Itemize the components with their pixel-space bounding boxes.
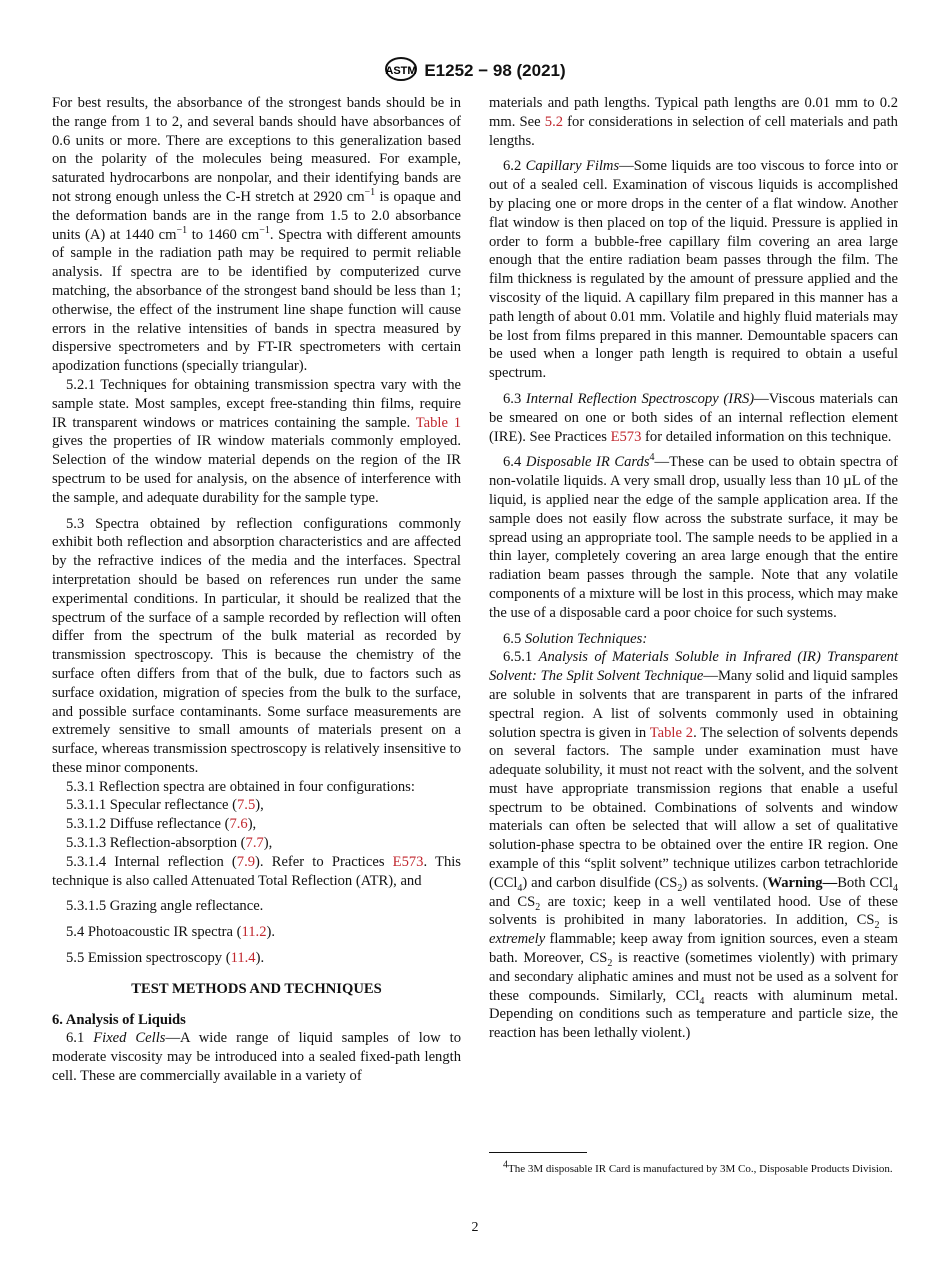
text-run: for detailed information on this technique.: [641, 428, 892, 445]
text-run: —Many solid and liquid samples are soluble in solvents that are transparent in parts of the infrared spectral region. A list of solvents commonly used in obtaining solution spectra is given in: [489, 668, 899, 741]
script-text: 4: [893, 882, 898, 894]
cross-reference-link[interactable]: Table 1: [415, 414, 461, 431]
text-run: ),: [255, 797, 264, 814]
text-run: 6.2: [503, 158, 526, 175]
text-run: TEST METHODS AND TECHNIQUES: [131, 980, 382, 997]
cross-reference-link[interactable]: 7.5: [237, 797, 256, 814]
text-run: ),: [263, 835, 273, 852]
text-run: 6.4: [503, 454, 526, 471]
text-run: 6.5: [503, 630, 525, 647]
cross-reference-link[interactable]: E573: [392, 853, 424, 870]
script-text: 4: [649, 452, 655, 464]
cross-reference-link[interactable]: 7.9: [236, 853, 256, 870]
text-run: 5.2.1 Techniques for obtaining transmission spectra vary with the sample state. Most samples, except free-standing thin films, require IR transparent windows or matrices containing the sample.: [52, 376, 461, 431]
subsection-heading: [52, 1011, 461, 1030]
script-text: 2: [607, 957, 613, 969]
script-text: 2: [535, 901, 541, 913]
text-run: 5.3 Spectra obtained by reflection configurations commonly exhibit both reflection and absorption characteristics and are affected by the refractive indices of the media and the interfaces. Spectral interpretation should be based on references run under the same experimental conditions. In particular, it should be realized that the spectrum of the surface of a sample recorded by reflection will often differ from the spectrum of the bulk material as recorded by transmission spectroscopy. This is because the chemistry of the surface often differs from that of the bulk, due to factors such as surface oxidation, migration of species from the bulk to the surface, and possible surface contaminants. Some surface measurements are extremely sensitive to small amounts of materials present on a surface, whereas transmission spectroscopy is relatively insensitive to these minor components.: [52, 515, 461, 776]
paragraph: [52, 94, 461, 376]
cross-reference-link[interactable]: 11.2: [241, 924, 267, 941]
text-run: —Viscous materials can be smeared on one or both sides of an internal reflection element (IRE). See Practices: [489, 390, 898, 445]
script-text: 2: [677, 882, 683, 894]
text-run: Analysis of Materials Soluble in Infrared (IR) Transparent Solvent: The Split Solvent Technique: [489, 649, 898, 685]
text-run: 5.3.1.5 Grazing angle reflectance.: [66, 898, 264, 915]
footnote: [489, 1161, 899, 1177]
footnote-divider: [489, 1152, 587, 1153]
paragraph: [52, 897, 461, 916]
text-run: is reactive (sometimes violently) with primary and secondary aliphatic amines and must not be used as a solvent for these compounds. Similarly, CCl: [489, 950, 898, 1004]
paragraph: [52, 376, 461, 508]
paragraph: [52, 923, 461, 942]
text-run: 6.5.1: [503, 649, 539, 666]
page-header: [0, 56, 950, 87]
text-run: . This technique is also called Attenuated Total Reflection (ATR), and: [52, 853, 461, 889]
text-run: 5.3.1.1 Specular reflectance (: [66, 797, 237, 814]
paragraph: [52, 778, 461, 797]
text-run: is opaque and the deformation bands are in the range from 1.5 to 2.0 absorbance units (A) at 1440 cm: [52, 188, 461, 243]
text-run: —Some liquids are too viscous to force into or out of a sealed cell. Examination of viscous liquids is accomplished by placing one or more drops in the center of a flat window. Another flat window is then placed on top of the liquid. Pressure is applied in order to form a bubble-free capillary film covering an area large enough that the entire radiation beam passes through the film. The film thickness is regulated by the amount of pressure applied and the viscosity of the liquid. A capillary film prepared in this manner has a path length of about 0.01 mm. Volatile and highly fluid materials may be lost from films prepared in this manner. Demountable spacers can be used when a longer path length is required to obtain a useful spectrum.: [489, 158, 899, 382]
text-run: 5.3.1.4 Internal reflection (: [66, 853, 237, 870]
text-run: 5.3.1 Reflection spectra are obtained in four configurations:: [66, 778, 415, 795]
cross-reference-link[interactable]: 11.4: [230, 950, 256, 967]
text-run: 5.4 Photoacoustic IR spectra (: [66, 924, 242, 941]
text-run: . Spectra with different amounts of sample in the radiation path may be required to permit reliable analysis. If spectra are to be identified by computerized curve matching, the absorbance of the strongest band should be less than 1; otherwise, the effect of the instrument line shape function will cause errors in the relative intensities of bands in spectra measured by dispersive spectrometers and by FT-IR spectrometers with certain apodization functions (specially triangular).: [52, 226, 461, 375]
text-run: gives the properties of IR window materials commonly employed. Selection of the window material depends on the region of the IR spectrum to be used for analysis, on the absence of interference with the sample, and adequate durability for the sample type.: [52, 433, 461, 506]
text-run: ) as solvents. (: [682, 874, 768, 891]
footnote-mark: 4: [503, 1159, 508, 1171]
text-run: —A wide range of liquid samples of low to moderate viscosity may be introduced into a sealed fixed-path length cell. These are commercially available in a variety of: [52, 1030, 462, 1085]
text-run: Fixed Cells: [93, 1030, 166, 1047]
text-run: 5.3.1.2 Diffuse reflectance (: [66, 816, 230, 833]
text-run: is: [879, 912, 898, 929]
script-text: 2: [874, 920, 880, 932]
script-text: −1: [364, 187, 376, 199]
text-run: ).: [255, 950, 265, 967]
paragraph: [489, 94, 898, 150]
cross-reference-link[interactable]: 7.6: [229, 816, 248, 833]
script-text: −1: [259, 224, 270, 236]
text-run: 6.1: [66, 1030, 94, 1047]
paragraph: [52, 796, 461, 815]
paragraph: [52, 949, 461, 968]
right-column: [489, 94, 898, 1043]
text-run: Both CCl: [837, 874, 893, 891]
paragraph: [52, 834, 461, 853]
paragraph: [52, 515, 461, 778]
text-run: 5.3.1.3 Reflection-absorption (: [66, 835, 246, 852]
text-run: are toxic; keep in a well ventilated hood. Use of these solvents is prohibited in many laboratories. In addition, CS: [489, 893, 898, 929]
astm-logo-icon: [384, 56, 418, 87]
text-run: materials and path lengths. Typical path lengths are 0.01 mm to 0.2 mm. See: [489, 95, 898, 130]
document-designation: E1252 − 98 (2021): [424, 60, 566, 80]
text-run: For best results, the absorbance of the strongest bands should be in the range from 1 to 2, and several bands should have absorbances of 0.6 units or more. There are exceptions to this generalization based on the polarity of the molecules being measured. For example, saturated hydrocarbons are nonpolar, and their identifying bands are not strong enough unless the C-H stretch at 2920 cm: [52, 95, 461, 205]
text-run: Capillary Films: [525, 158, 620, 175]
paragraph: [52, 815, 461, 834]
text-run: for considerations in selection of cell materials and path lengths.: [489, 113, 898, 149]
paragraph: [52, 853, 461, 891]
script-text: −1: [176, 224, 188, 236]
text-run: 5.5 Emission spectroscopy (: [66, 950, 231, 967]
text-run: Internal Reflection Spectroscopy (IRS): [525, 390, 755, 407]
paragraph: [52, 1029, 461, 1085]
cross-reference-link[interactable]: E573: [610, 428, 642, 445]
text-run: ). Refer to Practices: [255, 853, 393, 870]
text-run: ).: [266, 924, 276, 941]
text-run: and CS: [489, 893, 536, 910]
page-number: 2: [471, 1220, 479, 1235]
text-run: Disposable IR Cards: [525, 454, 650, 471]
text-run: to 1460 cm: [187, 226, 260, 243]
text-run: extremely: [489, 931, 546, 948]
section-heading: [52, 980, 461, 999]
text-run: 6. Analysis of Liquids: [52, 1011, 186, 1028]
paragraph: [489, 390, 898, 446]
text-run: ),: [247, 816, 257, 833]
cross-reference-link[interactable]: 7.7: [245, 835, 264, 852]
cross-reference-link[interactable]: 5.2: [544, 113, 564, 130]
cross-reference-link[interactable]: Table 2: [649, 724, 694, 741]
text-run: flammable; keep away from ignition sources, even a steam bath. Moreover, CS: [489, 931, 898, 967]
text-run: ) and carbon disulfide (CS: [522, 874, 678, 891]
text-run: Solution Techniques:: [524, 630, 648, 647]
script-text: 4: [517, 882, 523, 894]
text-run: 6.3: [503, 390, 526, 407]
text-run: reacts with aluminum metal. Depending on conditions such as temperature and particle size, the reaction has been lethally violent.): [489, 987, 898, 1042]
paragraph: [489, 453, 898, 622]
left-column: [52, 94, 461, 1086]
text-run: . The selection of solvents depends on several factors. The sample under examination must have adequate solubility, it must not react with the solvent, and the solvent must have appropriate transmission regions that enable a useful spectrum to be obtained. Combinations of solvents and window materials can often be selected that will allow a set of qualitative solution-phase spectra to be obtained over the entire IR region. One example of this “split solvent” technique utilizes carbon tetrachloride (CCl: [489, 724, 899, 891]
svg-text:ASTM: ASTM: [385, 65, 417, 77]
text-run: Warning—: [767, 874, 838, 891]
script-text: 4: [699, 995, 705, 1007]
text-run: —These can be used to obtain spectra of non-volatile liquids. A very small drop, usually less than 10 µL of the liquid, is applied near the edge of the sample application area. If the sample does not easily flow across the substrate surface, it may be spread using an appropriate tool. The sample needs to be applied in a thin layer, completely covering an area large enough that the entire radiation beam passes through the sample. Note that any volatile components of a mixture will be lost in this process, which may make the use of a disposable card a poor choice for such systems.: [489, 454, 898, 621]
paragraph: [489, 648, 898, 1043]
footnote-text: The 3M disposable IR Card is manufactured by 3M Co., Disposable Products Division.: [508, 1163, 893, 1175]
paragraph: [489, 157, 898, 383]
paragraph: [489, 630, 898, 649]
